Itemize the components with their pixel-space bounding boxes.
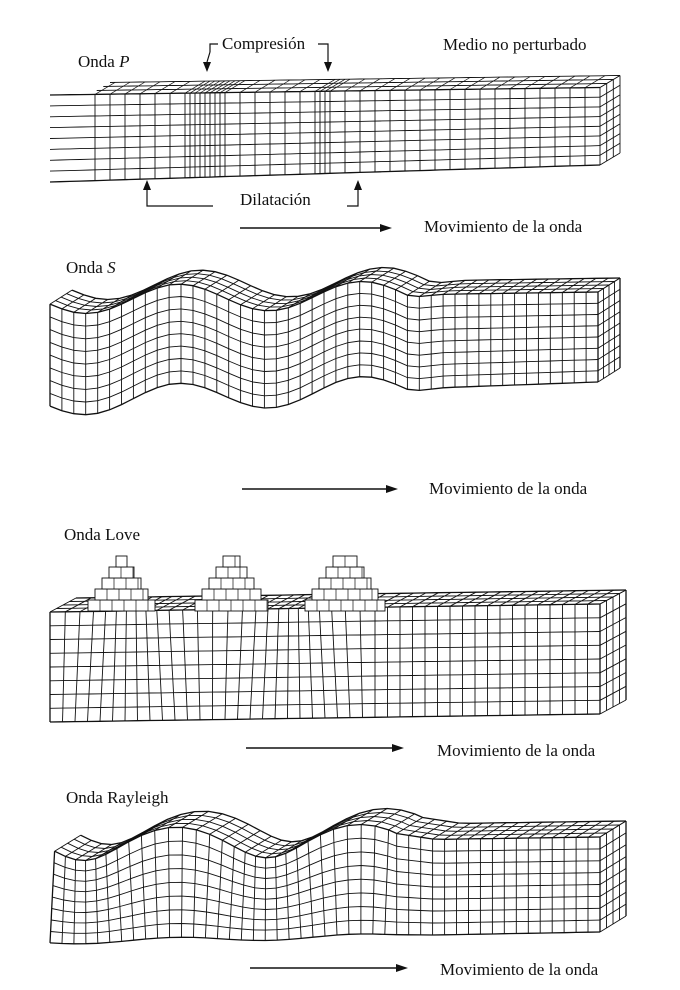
front-column-line — [308, 841, 313, 937]
front-row-line — [50, 700, 600, 708]
compression-bracket-left — [210, 44, 218, 52]
p-side-row-line — [600, 153, 620, 165]
dilation-arrowhead-left — [143, 180, 151, 190]
p-side-row-line — [600, 85, 620, 97]
front-row-line — [50, 659, 600, 667]
top-column-line — [431, 281, 453, 295]
compression-arrowhead-right — [324, 62, 332, 72]
p-side-row-line — [600, 124, 620, 136]
compression-tick-left — [207, 52, 210, 62]
top-column-line — [222, 824, 248, 840]
front-row-line — [50, 618, 600, 626]
top-column-line — [106, 838, 132, 854]
s-motion-label: Movimiento de la onda — [429, 479, 588, 498]
front-column-line — [169, 828, 170, 938]
love-motion-label: Movimiento de la onda — [437, 741, 596, 760]
p-side-row-line — [600, 134, 620, 146]
top-column-line — [217, 280, 239, 294]
love-crest-step — [202, 589, 261, 600]
front-column-line — [217, 840, 222, 938]
top-column-line — [133, 284, 155, 298]
front-row-line — [50, 645, 600, 653]
top-column-line — [234, 831, 260, 847]
top-column-line — [55, 835, 81, 851]
front-row-line — [53, 866, 600, 892]
p-side-row-line — [600, 95, 620, 107]
compression-arrowhead-left — [203, 62, 211, 72]
love-crest-step — [88, 600, 155, 611]
p-wave-title: Onda P — [78, 52, 130, 71]
s-wave-title: Onda S — [66, 258, 116, 277]
love-crest-step — [102, 578, 141, 589]
front-row-line — [50, 687, 600, 695]
p-wave-block — [50, 44, 620, 209]
top-column-line — [65, 840, 91, 856]
top-column-line — [50, 290, 72, 304]
love-crest-step — [116, 556, 127, 567]
front-row-line — [50, 673, 600, 681]
love-wave-block — [50, 556, 626, 722]
top-column-line — [312, 284, 334, 298]
top-column-line — [210, 818, 236, 834]
love-crest-step — [312, 589, 378, 600]
love-crest-step — [326, 567, 364, 578]
top-column-line — [229, 286, 251, 300]
motion-arrowhead — [386, 485, 398, 493]
front-row-line — [54, 838, 600, 871]
p-top-column-line — [325, 79, 345, 91]
p-motion-label: Movimiento de la onda — [424, 217, 583, 236]
front-column-line — [129, 842, 134, 940]
front-column-line — [182, 827, 183, 937]
p-side-row-line — [600, 114, 620, 126]
motion-arrowhead — [392, 744, 404, 752]
top-column-line — [300, 289, 322, 303]
motion-arrowhead — [380, 224, 392, 232]
rayleigh-wave-title: Onda Rayleigh — [66, 788, 169, 807]
love-crest-step — [195, 600, 268, 611]
s-wave-block — [50, 268, 620, 415]
front-column-line — [288, 609, 289, 719]
rayleigh-wave-block — [50, 809, 626, 944]
compression-label: Compresión — [222, 34, 306, 53]
top-column-line — [396, 276, 418, 290]
top-column-line — [409, 819, 435, 835]
p-side-row-line — [600, 143, 620, 155]
compression-bracket-right — [318, 44, 328, 62]
front-row-line — [52, 879, 600, 902]
undisturbed-medium-label: Medio no perturbado — [443, 35, 587, 54]
love-crest-step — [95, 589, 148, 600]
dilation-bracket-right — [347, 188, 358, 206]
dilation-bracket-left — [147, 188, 213, 206]
dilation-arrowhead-right — [354, 180, 362, 190]
top-column-line — [117, 832, 143, 848]
rayleigh-motion-label: Movimiento de la onda — [440, 960, 599, 979]
love-crest-step — [109, 567, 134, 578]
p-side-row-line — [600, 105, 620, 117]
love-crest-step — [223, 556, 240, 567]
top-column-line — [397, 818, 423, 834]
top-column-line — [256, 840, 282, 856]
front-row-line — [50, 632, 600, 640]
dilation-label: Dilatación — [240, 190, 311, 209]
top-column-line — [245, 836, 271, 852]
love-crest-step — [319, 578, 371, 589]
love-crest-step — [216, 567, 247, 578]
love-wave-title: Onda Love — [64, 525, 141, 544]
p-top-column-line — [320, 79, 340, 91]
motion-arrowhead — [396, 964, 408, 972]
front-row-line — [51, 907, 600, 923]
love-crest-step — [209, 578, 254, 589]
front-column-line — [117, 848, 122, 941]
